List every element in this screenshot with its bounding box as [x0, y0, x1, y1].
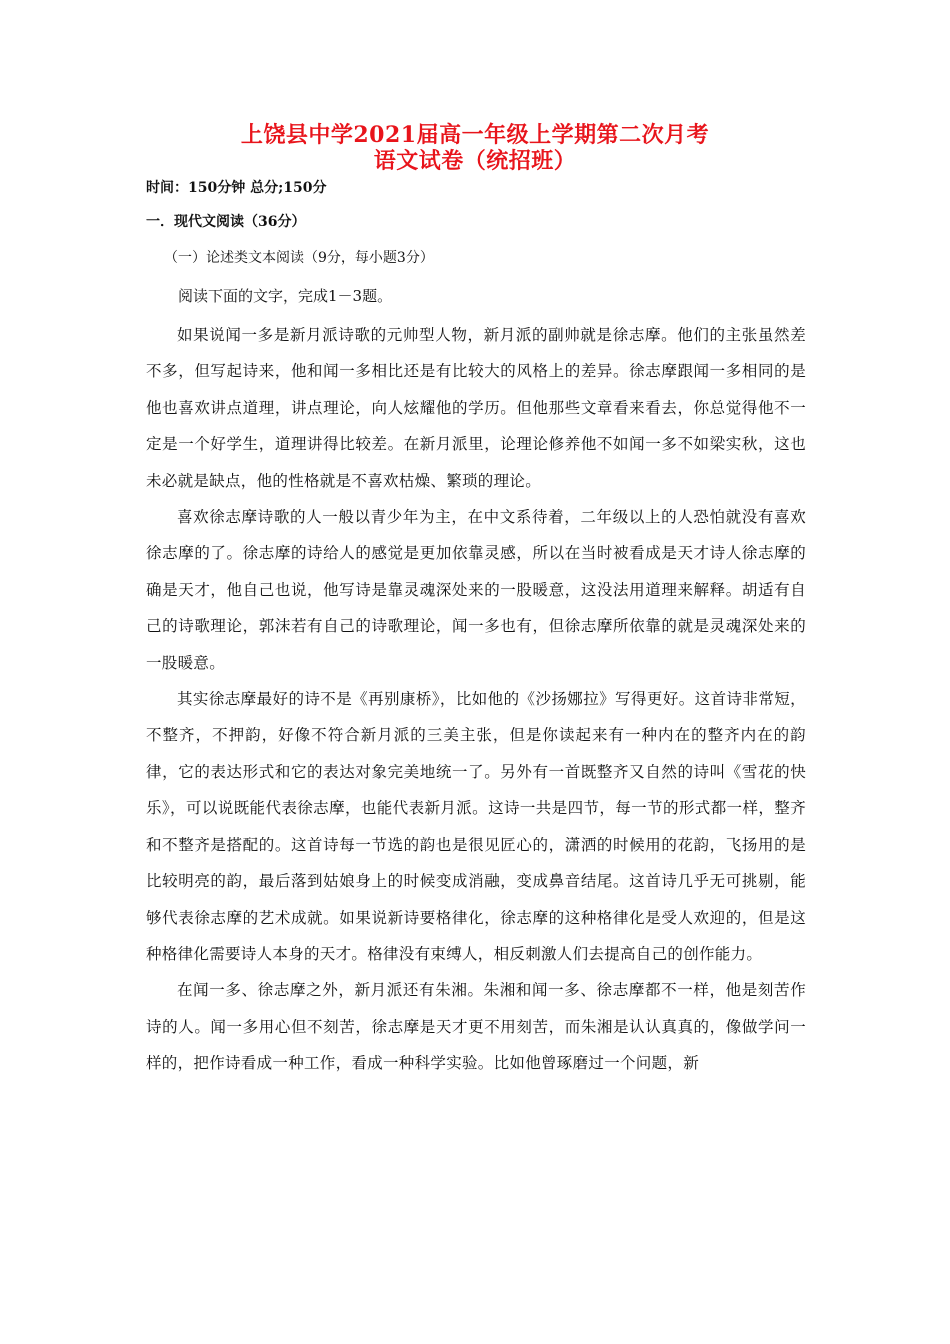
sub1-heading: （一）论述类文本阅读（9分，每小题3分）	[164, 250, 434, 266]
exam-time-score: 时间：150分钟 总分;150分	[146, 180, 327, 196]
passage-paragraph-2: 喜欢徐志摩诗歌的人一般以青少年为主，在中文系待着，二年级以上的人恐怕就没有喜欢徐志摩的了。徐志摩的诗给人的感觉是更加依靠灵感，所以在当时被看成是天才诗人徐志摩的确是天才，他自己也说，他写诗是靠灵魂深处来的一股暖意，这没法用道理来解释。胡适有自己的诗歌理论，郭沫若有自己的诗歌理论，闻一多也有，但徐志摩所依靠的就是灵魂深处来的一股暖意。	[146, 508, 806, 672]
exam-title-line2: 语文试卷（统招班）	[373, 148, 577, 174]
exam-title-line1: 上饶县中学2021届高一年级上学期第二次月考	[240, 122, 710, 148]
exam-title-block	[0, 122, 950, 174]
passage-paragraph-4: 在闻一多、徐志摩之外，新月派还有朱湘。朱湘和闻一多、徐志摩都不一样，他是刻苦作诗的人。闻一多用心但不刻苦，徐志摩是天才更不用刻苦，而朱湘是认认真真的，像做学问一样的，把作诗看成一种工作，看成一种科学实验。比如他曾琢磨过一个问题，新	[146, 981, 806, 1073]
passage-paragraph-3: 其实徐志摩最好的诗不是《再别康桥》，比如他的《沙扬娜拉》写得更好。这首诗非常短，不整齐，不押韵，好像不符合新月派的三美主张，但是你读起来有一种内在的整齐内在的韵律，它的表达形式和它的表达对象完美地统一了。另外有一首既整齐又自然的诗叫《雪花的快乐》，可以说既能代表徐志摩，也能代表新月派。这诗一共是四节，每一节的形式都一样，整齐和不整齐是搭配的。这首诗每一节选的韵也是很见匠心的，潇洒的时候用的花韵，飞扬用的是比较明亮的韵，最后落到姑娘身上的时候变成消融，变成鼻音结尾。这首诗几乎无可挑剔，能够代表徐志摩的艺术成就。如果说新诗要格律化，徐志摩的这种格律化是受人欢迎的，但是这种格律化需要诗人本身的天才。格律没有束缚人，相反刺激人们去提高自己的创作能力。	[146, 690, 806, 963]
part1-heading: 一．现代文阅读（36分）	[146, 214, 306, 230]
reading-passage	[146, 317, 806, 1082]
reading-instruction: 阅读下面的文字，完成1－3题。	[178, 287, 393, 305]
passage-paragraph-1: 如果说闻一多是新月派诗歌的元帅型人物，新月派的副帅就是徐志摩。他们的主张虽然差不多，但写起诗来，他和闻一多相比还是有比较大的风格上的差异。徐志摩跟闻一多相同的是他也喜欢讲点道理，讲点理论，向人炫耀他的学历。但他那些文章看来看去，你总觉得他不一定是一个好学生，道理讲得比较差。在新月派里，论理论修养他不如闻一多不如梁实秋，这也未必就是缺点，他的性格就是不喜欢枯燥、繁琐的理论。	[146, 326, 806, 490]
